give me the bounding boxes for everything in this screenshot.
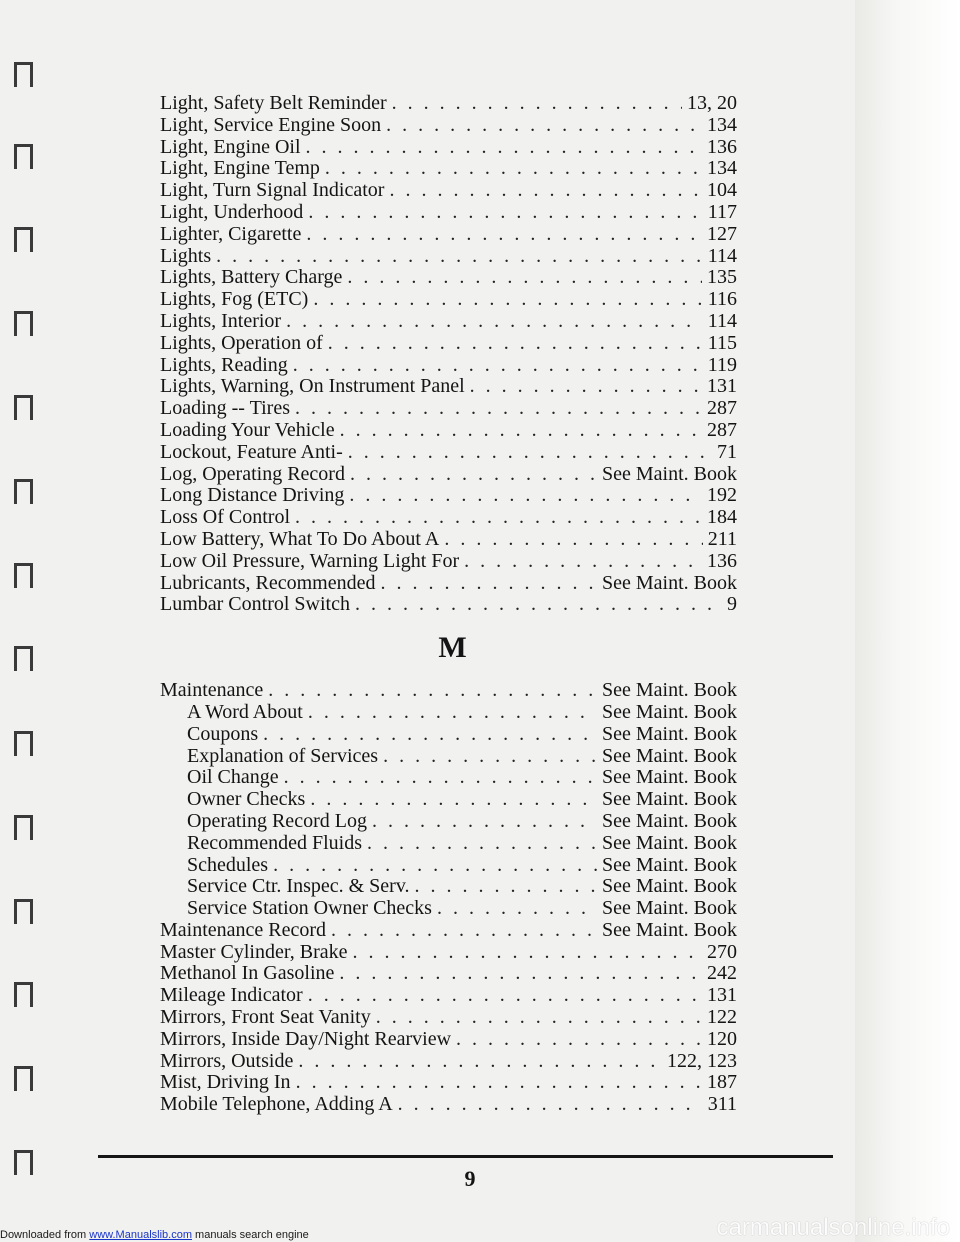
entry-label: Maintenance Record (160, 918, 327, 941)
dot-leader (352, 942, 702, 964)
entry-label: Light, Underhood (160, 200, 304, 223)
entry-page: 71 (717, 440, 737, 463)
entry-page: 114 (707, 309, 737, 332)
index-entries (160, 93, 737, 1116)
index-list-m (160, 680, 737, 1116)
index-entry (160, 180, 737, 202)
index-entry (160, 942, 737, 964)
index-entry (160, 746, 737, 768)
dot-leader (325, 158, 702, 180)
index-entry (160, 1051, 737, 1073)
dot-leader (456, 1029, 702, 1051)
dot-leader (313, 289, 702, 311)
footer-suffix: manuals search engine (191, 1229, 309, 1241)
entry-label: Light, Engine Temp (160, 157, 320, 180)
watermark: carmanualsonline.info (716, 1214, 950, 1241)
entry-label: Explanation of Services (187, 744, 379, 767)
entry-label: Loading -- Tires (160, 397, 290, 420)
index-entry (160, 420, 737, 442)
index-entry (160, 920, 737, 942)
index-entry (160, 811, 737, 833)
binder-tab-icon (14, 144, 33, 169)
entry-label: Lights, Fog (ETC) (160, 288, 309, 311)
index-entry (160, 507, 737, 529)
entry-label: Log, Operating Record (160, 462, 345, 485)
index-entry (160, 464, 737, 486)
dot-leader (268, 680, 597, 702)
entry-label: Lights, Operation of (160, 331, 323, 354)
binder-tab-icon (14, 479, 33, 504)
entry-page: 211 (707, 527, 737, 550)
entry-page: 270 (707, 940, 737, 963)
download-footer (0, 1228, 309, 1242)
binder-tab-icon (14, 982, 33, 1007)
entry-label: Mileage Indicator (160, 984, 303, 1007)
entry-page: See Maint. Book (602, 918, 737, 941)
entry-label: Mobile Telephone, Adding A (160, 1093, 393, 1116)
entry-label: Low Battery, What To Do About A (160, 527, 440, 550)
dot-leader (376, 1007, 702, 1029)
dot-leader (308, 702, 597, 724)
entry-page: 122 (707, 1006, 737, 1029)
index-entry (160, 985, 737, 1007)
entry-page: See Maint. Book (602, 875, 737, 898)
entry-label: Lights, Battery Charge (160, 266, 343, 289)
index-entry (160, 115, 737, 137)
dot-leader (444, 529, 702, 551)
binder-tabs (14, 0, 54, 1242)
dot-leader (308, 985, 702, 1007)
index-entry (160, 485, 737, 507)
dot-leader (328, 333, 703, 355)
entry-label: Service Station Owner Checks (187, 897, 432, 920)
dot-leader (348, 442, 712, 464)
entry-label: Oil Change (187, 766, 279, 789)
index-entry (160, 551, 737, 573)
binder-tab-icon (14, 62, 33, 87)
entry-page: 287 (707, 397, 737, 420)
entry-page: 311 (707, 1093, 737, 1116)
dot-leader (386, 115, 702, 137)
entry-label: Light, Turn Signal Indicator (160, 179, 385, 202)
dot-leader (470, 376, 702, 398)
entry-label: Lights, Reading (160, 353, 288, 376)
index-entry (160, 137, 737, 159)
entry-label: Light, Engine Oil (160, 135, 301, 158)
entry-label: Low Oil Pressure, Warning Light For (160, 549, 460, 572)
index-entry (160, 202, 737, 224)
index-entry (160, 311, 737, 333)
entry-label: Mist, Driving In (160, 1071, 291, 1094)
entry-label: Lights, Warning, On Instrument Panel (160, 375, 465, 398)
index-entry (160, 1094, 737, 1116)
dot-leader (464, 551, 702, 573)
dot-leader (349, 485, 702, 507)
index-entry (160, 963, 737, 985)
entry-label: Lights, Interior (160, 309, 282, 332)
entry-label: Methanol In Gasoline (160, 962, 335, 985)
binder-tab-icon (14, 395, 33, 420)
index-entry (160, 1072, 737, 1094)
dot-leader (340, 420, 702, 442)
dot-leader (347, 267, 702, 289)
entry-page: 127 (707, 222, 737, 245)
entry-page: See Maint. Book (602, 679, 737, 702)
entry-label: Lubricants, Recommended (160, 571, 376, 594)
index-entry (160, 833, 737, 855)
footer-prefix: Downloaded from (0, 1229, 90, 1241)
entry-page: 134 (707, 157, 737, 180)
entry-label: Recommended Fluids (187, 831, 362, 854)
dot-leader (216, 246, 703, 268)
dot-leader (383, 746, 597, 768)
section-heading-m: M (438, 631, 467, 665)
dot-leader (415, 876, 597, 898)
entry-label: Lighter, Cigarette (160, 222, 302, 245)
index-entry (160, 376, 737, 398)
binder-tab-icon (14, 899, 33, 924)
dot-leader (367, 833, 597, 855)
entry-label: Lights (160, 244, 212, 267)
dot-leader (306, 137, 702, 159)
entry-label: Operating Record Log (187, 809, 367, 832)
binder-tab-icon (14, 815, 33, 840)
entry-page: 136 (707, 135, 737, 158)
entry-page: See Maint. Book (602, 766, 737, 789)
entry-label: Master Cylinder, Brake (160, 940, 348, 963)
entry-page: See Maint. Book (602, 853, 737, 876)
entry-page: 119 (707, 353, 737, 376)
entry-label: Mirrors, Front Seat Vanity (160, 1006, 371, 1029)
binder-tab-icon (14, 731, 33, 756)
dot-leader (298, 1051, 662, 1073)
entry-page: 115 (707, 331, 737, 354)
dot-leader (263, 724, 597, 746)
entry-page: 104 (707, 179, 737, 202)
page-edge-shadow (855, 0, 960, 1242)
entry-label: Loss Of Control (160, 506, 290, 529)
index-entry (160, 267, 737, 289)
dot-leader (284, 767, 597, 789)
entry-page: 131 (707, 984, 737, 1007)
dot-leader (296, 1072, 702, 1094)
dot-leader (306, 224, 702, 246)
entry-page: 242 (707, 962, 737, 985)
entry-label: Loading Your Vehicle (160, 418, 335, 441)
dot-leader (293, 355, 703, 377)
index-entry (160, 333, 737, 355)
entry-page: 117 (707, 200, 737, 223)
index-entry (160, 724, 737, 746)
index-entry (160, 876, 737, 898)
index-entry (160, 246, 737, 268)
index-entry (160, 529, 737, 551)
index-entry (160, 289, 737, 311)
index-entry (160, 573, 737, 595)
dot-leader (295, 507, 702, 529)
entry-label: Lockout, Feature Anti- (160, 440, 343, 463)
dot-leader (389, 180, 702, 202)
entry-page: 184 (707, 506, 737, 529)
entry-label: Mirrors, Inside Day/Night Rearview (160, 1027, 452, 1050)
entry-page: See Maint. Book (602, 571, 737, 594)
entry-page: See Maint. Book (602, 462, 737, 485)
entry-page: See Maint. Book (602, 700, 737, 723)
entry-page: See Maint. Book (602, 897, 737, 920)
entry-label: Mirrors, Outside (160, 1049, 294, 1072)
dot-leader (339, 963, 702, 985)
dot-leader (273, 855, 597, 877)
entry-page: 134 (707, 113, 737, 136)
entry-label: Long Distance Driving (160, 484, 345, 507)
entry-page: 131 (707, 375, 737, 398)
entry-page: 13, 20 (687, 92, 737, 114)
entry-page: 187 (707, 1071, 737, 1094)
entry-label: Owner Checks (187, 788, 306, 811)
entry-page: See Maint. Book (602, 809, 737, 832)
entry-page: 135 (707, 266, 737, 289)
index-entry (160, 1007, 737, 1029)
binder-tab-icon (14, 563, 33, 588)
binder-tab-icon (14, 311, 33, 336)
entry-page: 287 (707, 418, 737, 441)
index-entry (160, 767, 737, 789)
binder-tab-icon (14, 1066, 33, 1091)
footer-rule (98, 1155, 833, 1158)
entry-label: Light, Safety Belt Reminder (160, 92, 387, 114)
index-entry (160, 224, 737, 246)
dot-leader (372, 811, 597, 833)
entry-label: A Word About (187, 700, 303, 723)
dot-leader (437, 898, 597, 920)
index-entry (160, 855, 737, 877)
entry-page: 122, 123 (667, 1049, 737, 1072)
index-entry (160, 1029, 737, 1051)
index-entry (160, 355, 737, 377)
entry-label: Lumbar Control Switch (160, 593, 350, 616)
entry-page: See Maint. Book (602, 788, 737, 811)
page-number: 9 (464, 1166, 476, 1191)
manualslib-link[interactable]: www.Manualslib.com (89, 1229, 192, 1241)
entry-label: Light, Service Engine Soon (160, 113, 382, 136)
dot-leader (308, 202, 702, 224)
index-entry (160, 680, 737, 702)
index-entry (160, 898, 737, 920)
dot-leader (355, 594, 722, 616)
entry-page: See Maint. Book (602, 831, 737, 854)
index-entry (160, 398, 737, 420)
index-entry (160, 442, 737, 464)
index-entry (160, 594, 737, 616)
index-list-l (160, 93, 737, 616)
entry-label: Coupons (187, 722, 259, 745)
entry-label: Maintenance (160, 679, 264, 702)
dot-leader (295, 398, 702, 420)
entry-page: See Maint. Book (602, 744, 737, 767)
index-entry (160, 93, 737, 115)
entry-label: Schedules (187, 853, 269, 876)
index-entry (160, 702, 737, 724)
entry-page: 116 (707, 288, 737, 311)
binder-tab-icon (14, 227, 33, 252)
entry-label: Service Ctr. Inspec. & Serv. (187, 875, 410, 898)
entry-page: 120 (707, 1027, 737, 1050)
dot-leader (331, 920, 597, 942)
entry-page: 9 (727, 593, 737, 616)
index-entry (160, 158, 737, 180)
entry-page: 136 (707, 549, 737, 572)
dot-leader (350, 464, 597, 486)
dot-leader (381, 573, 598, 595)
dot-leader (398, 1094, 703, 1116)
dot-leader (392, 93, 682, 115)
index-entry (160, 789, 737, 811)
dot-leader (286, 311, 703, 333)
dot-leader (310, 789, 597, 811)
entry-page: See Maint. Book (602, 722, 737, 745)
entry-page: 192 (707, 484, 737, 507)
binder-tab-icon (14, 646, 33, 671)
entry-page: 114 (707, 244, 737, 267)
